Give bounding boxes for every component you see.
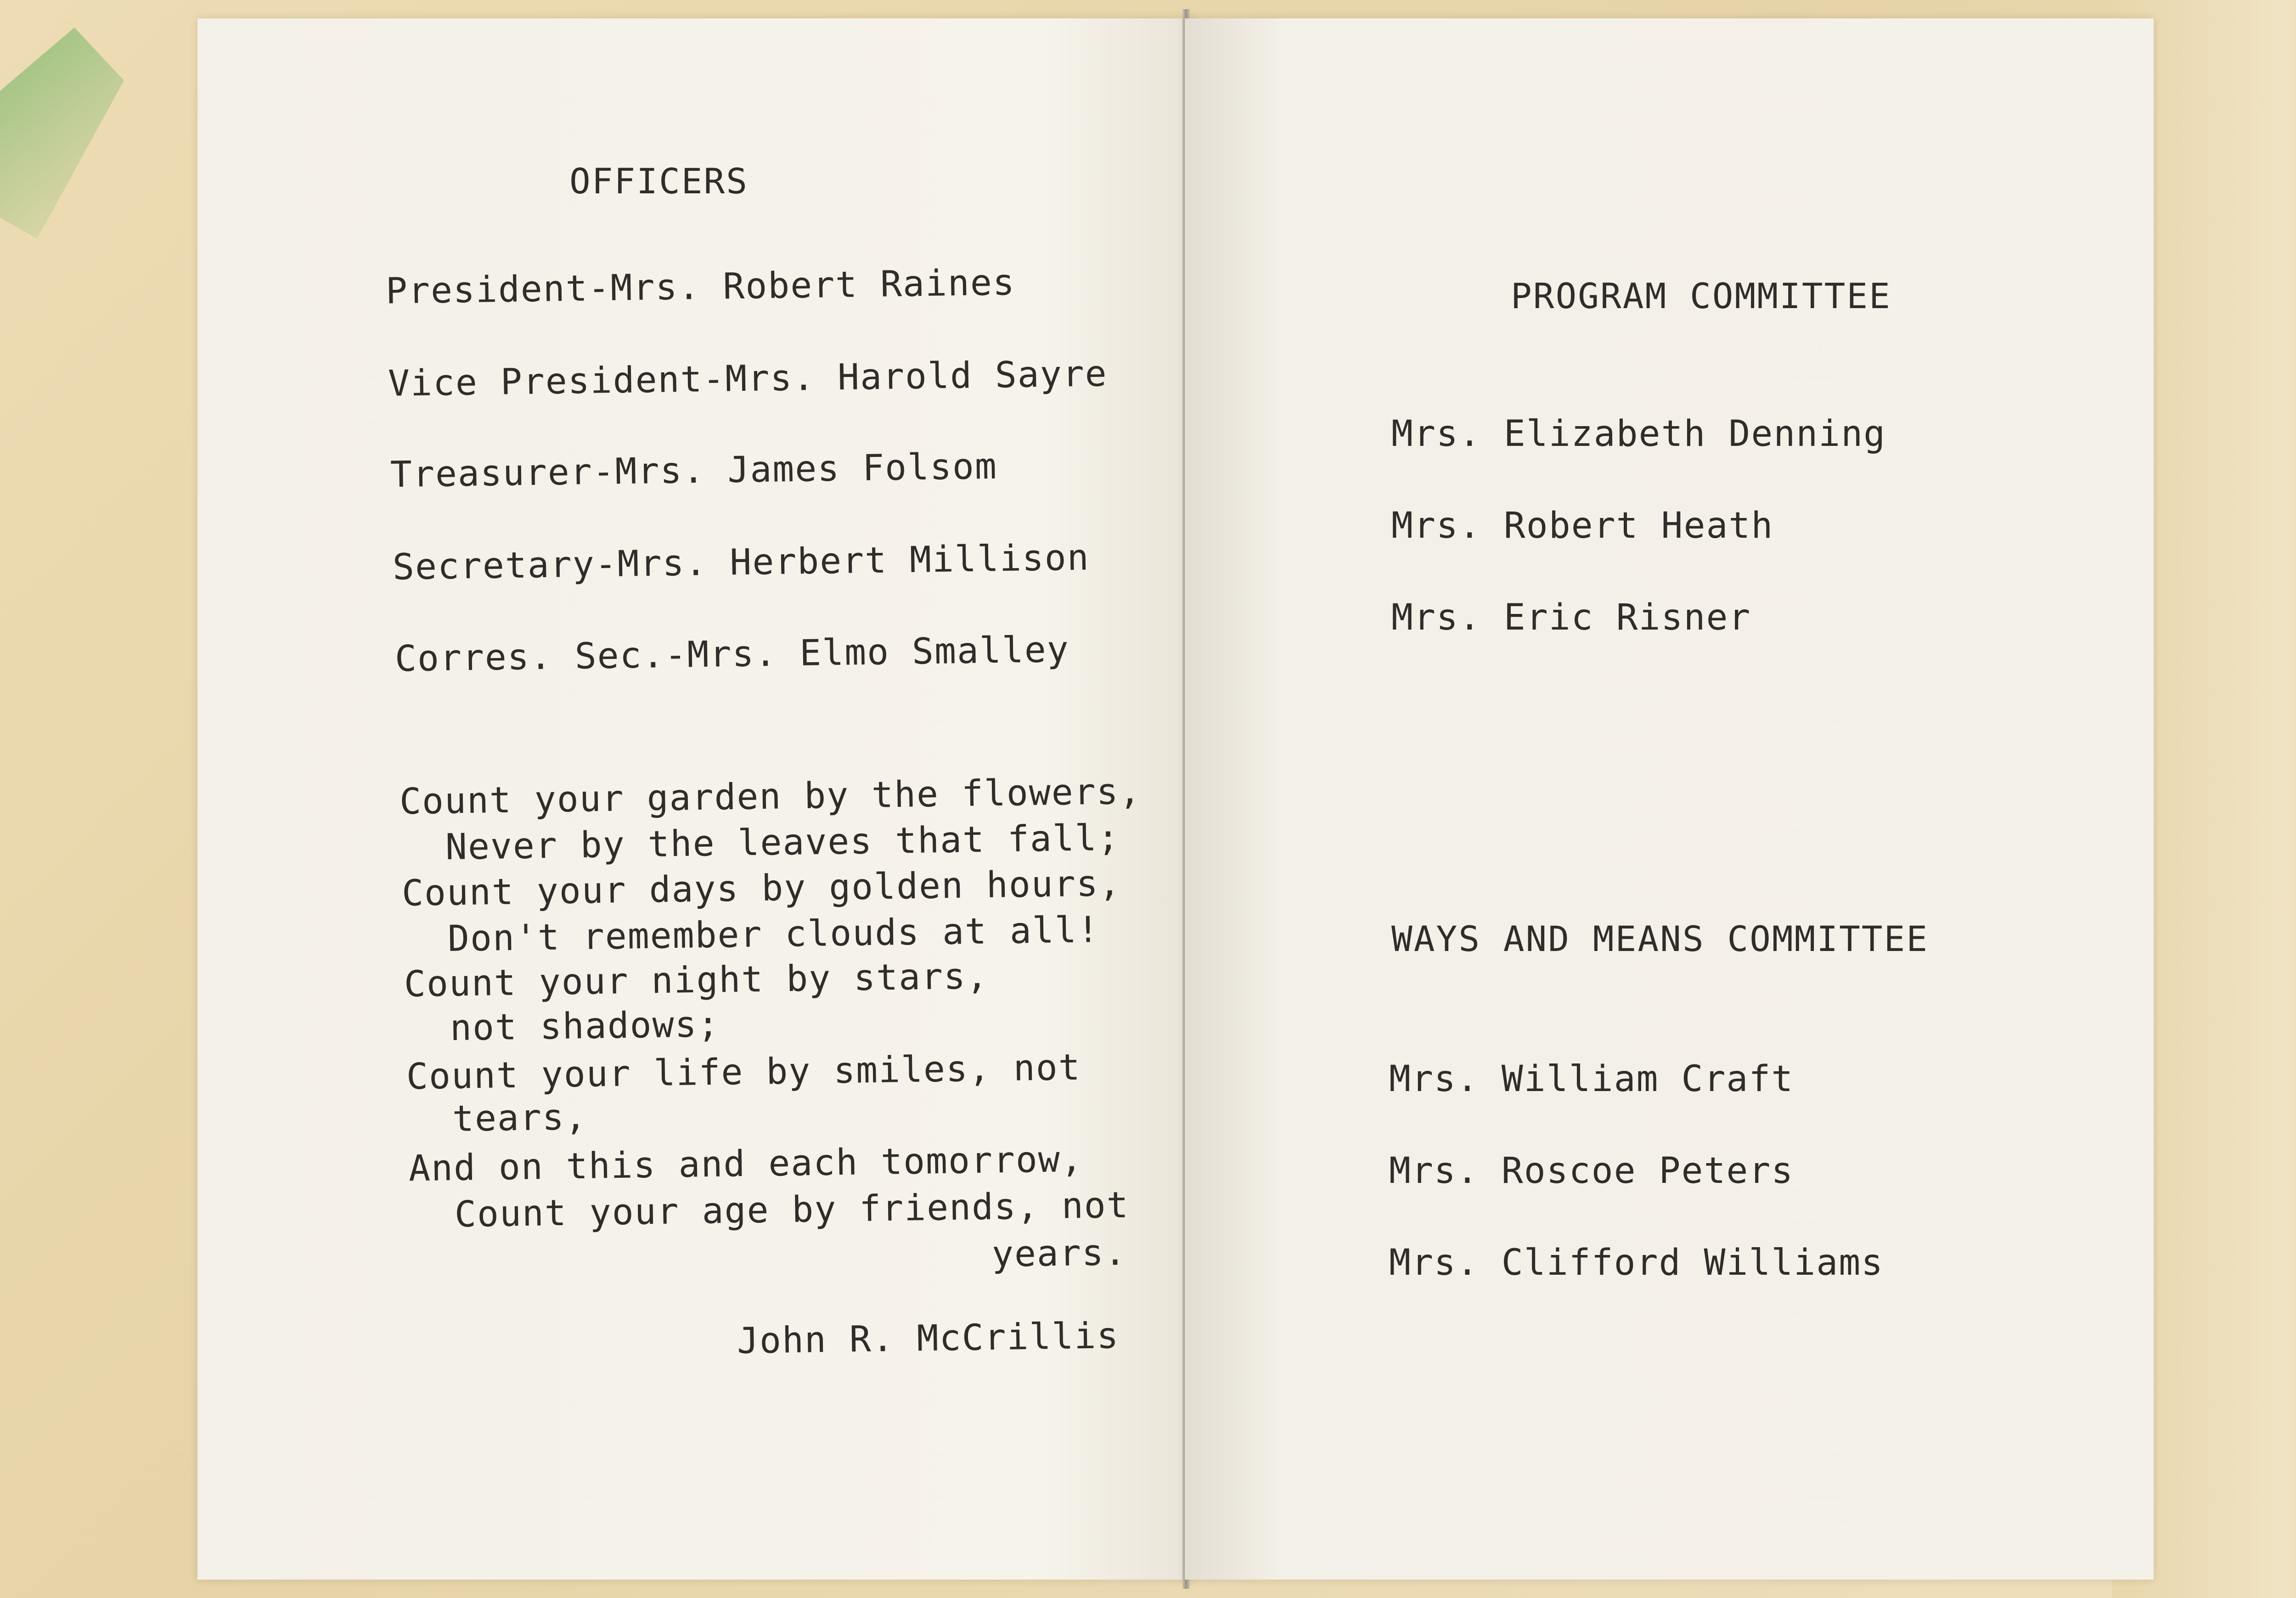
officers-heading: OFFICERS <box>569 161 749 202</box>
poem-line: Count your life by smiles, not <box>406 1047 1081 1098</box>
officer-secretary: Secretary-Mrs. Herbert Millison <box>392 537 1090 588</box>
right-page <box>1185 18 2154 1580</box>
poem-line: tears, <box>452 1096 588 1140</box>
program-member: Mrs. Eric Risner <box>1391 597 1751 638</box>
ways-and-means-heading: WAYS AND MEANS COMMITTEE <box>1391 918 1929 959</box>
program-member: Mrs. Robert Heath <box>1391 505 1774 546</box>
poem-line: And on this and each tomorrow, <box>408 1138 1084 1190</box>
ways-and-means-member: Mrs. Clifford Williams <box>1389 1242 1884 1283</box>
poem-line: Count your age by friends, not <box>454 1184 1130 1236</box>
poem-line: Count your night by stars, <box>404 956 989 1005</box>
poem-line: Count your days by golden hours, <box>401 863 1122 914</box>
ways-and-means-member: Mrs. William Craft <box>1389 1058 1794 1100</box>
poem-line: Don't remember clouds at all! <box>447 909 1100 960</box>
program-committee-heading: PROGRAM COMMITTEE <box>1511 276 1891 316</box>
poem-line: years. <box>991 1232 1127 1276</box>
program-member: Mrs. Elizabeth Denning <box>1391 413 1886 455</box>
ways-and-means-member: Mrs. Roscoe Peters <box>1389 1150 1794 1192</box>
poem-line: Never by the leaves that fall; <box>445 817 1120 868</box>
officer-treasurer: Treasurer-Mrs. James Folsom <box>390 445 998 496</box>
officer-corresponding-secretary: Corres. Sec.-Mrs. Elmo Smalley <box>394 629 1070 680</box>
poem-line: Count your garden by the flowers, <box>399 771 1142 823</box>
officer-vice-president: Vice President-Mrs. Harold Sayre <box>388 353 1108 405</box>
poem-line: not shadows; <box>450 1003 720 1049</box>
officer-president: President-Mrs. Robert Raines <box>385 262 1016 312</box>
left-page <box>197 18 1194 1580</box>
poem-author: John R. McCrillis <box>737 1315 1120 1362</box>
